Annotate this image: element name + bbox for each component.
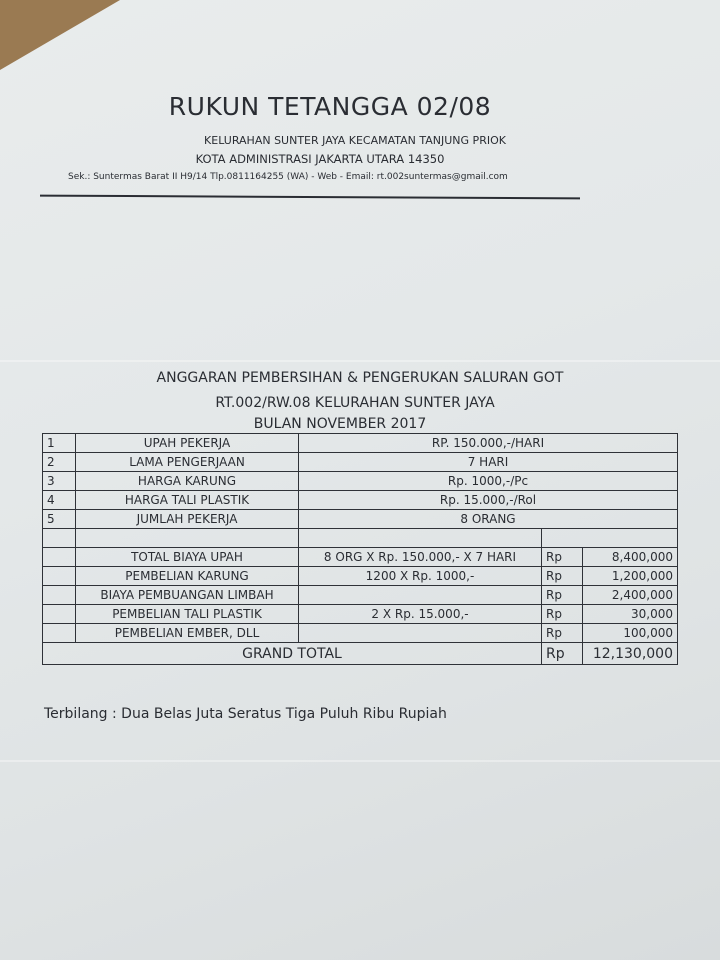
table-cell (43, 605, 76, 624)
grand-total-row (43, 643, 678, 665)
paper-fold (0, 760, 720, 762)
table-cell: 100,000 (583, 624, 678, 643)
table-cell: BIAYA PEMBUANGAN LIMBAH (76, 586, 299, 605)
table-cell: Rp (542, 548, 583, 567)
param-row (43, 434, 678, 453)
table-cell: 8,400,000 (583, 548, 678, 567)
table-cell: 7 HARI (299, 453, 678, 472)
table-cell: PEMBELIAN KARUNG (76, 567, 299, 586)
table-cell: Rp (542, 605, 583, 624)
table-cell: 1200 X Rp. 1000,- (299, 567, 542, 586)
table-cell: Rp (542, 586, 583, 605)
amount-in-words: Terbilang : Dua Belas Juta Seratus Tiga Puluh Ribu Rupiah (44, 706, 447, 722)
table-cell: JUMLAH PEKERJA (76, 510, 299, 529)
letterhead-title: RUKUN TETANGGA 02/08 (168, 92, 492, 121)
table-cell (299, 529, 542, 548)
blank-row (43, 529, 678, 548)
param-row (43, 472, 678, 491)
table-cell: 30,000 (583, 605, 678, 624)
cost-row (43, 605, 678, 624)
cost-row (43, 548, 678, 567)
param-row (43, 510, 678, 529)
table-cell (43, 548, 76, 567)
table-cell: UPAH PEKERJA (76, 434, 299, 453)
paper-fold (0, 360, 720, 362)
document-heading-1: ANGGARAN PEMBERSIHAN & PENGERUKAN SALURAN GOT (156, 370, 564, 386)
table-cell: PEMBELIAN TALI PLASTIK (76, 605, 299, 624)
table-cell: 1 (43, 434, 76, 453)
cost-row (43, 586, 678, 605)
table-cell: RP. 150.000,-/HARI (299, 434, 678, 453)
table-cell: GRAND TOTAL (43, 643, 542, 665)
table-cell: TOTAL BIAYA UPAH (76, 548, 299, 567)
table-cell: 12,130,000 (583, 643, 678, 665)
cost-row (43, 567, 678, 586)
table-cell: Rp (542, 567, 583, 586)
table-cell: 4 (43, 491, 76, 510)
table-cell: 2 (43, 453, 76, 472)
document-heading-3: BULAN NOVEMBER 2017 (253, 416, 427, 432)
table-cell: 2,400,000 (583, 586, 678, 605)
table-surface-corner (0, 0, 120, 70)
table-cell: 8 ORG X Rp. 150.000,- X 7 HARI (299, 548, 542, 567)
letterhead-line1: KELURAHAN SUNTER JAYA KECAMATAN TANJUNG PRIOK (204, 134, 506, 147)
table-cell: Rp (542, 624, 583, 643)
param-row (43, 453, 678, 472)
table-cell: HARGA TALI PLASTIK (76, 491, 299, 510)
table-cell: 3 (43, 472, 76, 491)
document-heading-2: RT.002/RW.08 KELURAHAN SUNTER JAYA (215, 395, 495, 411)
table-cell: Rp (542, 643, 583, 665)
table-cell: Rp. 15.000,-/Rol (299, 491, 678, 510)
table-cell (43, 529, 76, 548)
table-cell: 8 ORANG (299, 510, 678, 529)
cost-row (43, 624, 678, 643)
table-cell (76, 529, 299, 548)
table-cell (43, 567, 76, 586)
table-cell: PEMBELIAN EMBER, DLL (76, 624, 299, 643)
table-cell (43, 586, 76, 605)
table-cell (299, 586, 542, 605)
letterhead-line2: KOTA ADMINISTRASI JAKARTA UTARA 14350 (195, 152, 445, 166)
table-cell: 2 X Rp. 15.000,- (299, 605, 542, 624)
table-cell: HARGA KARUNG (76, 472, 299, 491)
table-cell: LAMA PENGERJAAN (76, 453, 299, 472)
table-cell: 5 (43, 510, 76, 529)
table-cell (299, 624, 542, 643)
table-cell: 1,200,000 (583, 567, 678, 586)
table-cell (43, 624, 76, 643)
letterhead-address: Sek.: Suntermas Barat II H9/14 Tlp.0811164255 (WA) - Web - Email: rt.002suntermas@gmail.com (68, 172, 508, 182)
table-cell: Rp. 1000,-/Pc (299, 472, 678, 491)
table-cell (542, 529, 678, 548)
param-row (43, 491, 678, 510)
letterhead-divider (40, 195, 580, 200)
budget-table (42, 433, 678, 665)
